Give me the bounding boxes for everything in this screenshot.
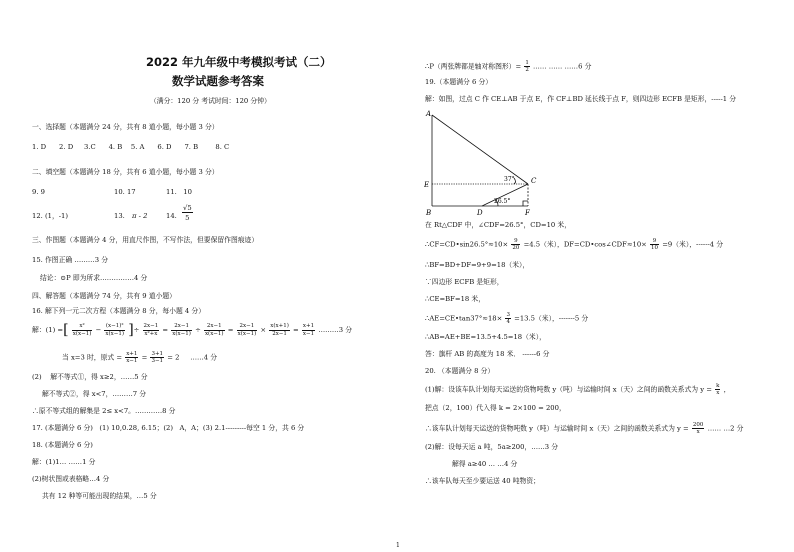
answer-14-label: 14. <box>166 212 177 220</box>
q16-part1-line1: 解：(1) =[ $\frac{\text{x²}}{x(x-1)}$ − $\frac{\text{(x−1)²}}{x(x-1)}$ ]÷ $\frac{2x-1}{\text{x²+x}}$ = $\frac{2x-1}{x(x-1)}$ ÷ $\frac{2x-1}{x(x-1)}$ = $\frac{2x-1}{x(x-1)}$ × $\frac{x(x+1)}{2x-1}$ = $\frac{x+1}{x-1}$ ………3 分 <box>32 322 352 338</box>
q19-line7: ∴AE=CE•tan37°≈18× $\frac{3}{4}$ =13.5（米），-------5 分 <box>425 312 589 326</box>
answer-13-label: 13. <box>114 212 125 220</box>
exam-meta: （满分：120 分 考试时间：120 分钟） <box>150 97 271 105</box>
label-C: C <box>531 177 537 185</box>
label-A: A <box>426 110 432 118</box>
q16-part2-line3: ∴原不等式组的解集是 2≤ x<7。…………8 分 <box>32 407 176 415</box>
q16-part2-line2: 解不等式②，得 x<7，………7 分 <box>42 390 147 398</box>
fraction: $\frac{x(x+1)}{2x-1}$ <box>270 323 289 337</box>
section2-heading: 二、填空题（本题满分 18 分，共有 6 道小题，每小题 3 分） <box>32 168 219 176</box>
section4-heading: 四、解答题（本题满分 74 分，共有 9 道小题） <box>32 292 176 300</box>
q20-line3: ∴该车队计划每天运送的货物吨数 y（吨）与运输时间 x（天）之间的函数关系式为 y = $\frac{200}{x}$ …… …2 分 <box>425 422 744 436</box>
q20-line6: ∴该车队每天至少要运送 40 吨物资； <box>425 477 540 485</box>
answer-14-den: 5 <box>185 213 190 222</box>
fraction: $\frac{2x-1}{x(x-1)}$ <box>237 323 257 337</box>
label-B: B <box>426 209 432 217</box>
page-number: 1 <box>396 542 400 549</box>
answer-11: 11. 10 <box>166 188 192 196</box>
answer-15: 15. 作图正确 ………3 分 <box>32 256 108 264</box>
answer-12: 12. (1，-1) <box>32 212 69 220</box>
q19-line4: ∴BF=BD+DF=9+9=18（米）， <box>425 261 530 269</box>
fraction: $\frac{\text{(x−1)²}}{x(x-1)}$ <box>105 323 125 337</box>
answer-14-fraction <box>182 205 193 222</box>
q20-line5: 解得 a≥40 … …4 分 <box>452 460 518 468</box>
answer-9: 9. 9 <box>32 188 45 196</box>
q18-probability: ∴P（两张牌都是轴对称图形）= $\frac{1}{2}$ …… …… ……6 分 <box>425 60 592 74</box>
fraction: $\frac{9}{10}$ <box>651 238 659 252</box>
q18-part1: 解：(1)1… ……1 分 <box>32 458 96 466</box>
angle-37-label: 37° <box>504 176 515 183</box>
q19-line5: ∵四边形 ECFB 是矩形， <box>425 278 504 286</box>
fraction: $\frac{x+1}{x-1}$ <box>302 323 315 337</box>
q19-line6: ∴CE=BF=18 米， <box>425 295 485 303</box>
right-angle-mark <box>523 201 528 206</box>
line-ac <box>432 115 528 184</box>
q20-line1: (1)解：设该车队计划每天运送的货物吨数 y（吨）与运输时间 x（天）之间的函数关系式为 y = $\frac{k}{x}$ ， <box>425 383 731 397</box>
fraction: $\frac{2x-1}{x(x-1)}$ <box>204 323 224 337</box>
q16-part2-line1: (2) 解不等式①，得 x≥2，……5 分 <box>32 373 148 381</box>
fraction: $\frac{3}{4}$ <box>506 312 510 326</box>
fraction: $\frac{k}{x}$ <box>716 383 720 397</box>
q20-line4: (2)解：设每天运 a 吨，5a≥200，……3 分 <box>425 443 559 451</box>
answer-13-value: π - 2 <box>132 212 148 220</box>
angle-26-label: 26.5° <box>494 198 511 205</box>
q17-answer: 17. (本题满分 6 分) (1) 10,0.28, 6.15；(2) A，A；(3) 2.1---------每空 1 分，共 6 分 <box>32 424 305 432</box>
q19-line3: ∴CF=CD•sin26.5°≈10× $\frac{9}{20}$ =4.5（米），DF=CD•cos∠CDF≈10× $\frac{9}{10}$ =9（米），------4 分 <box>425 238 724 252</box>
q19-answer: 答：旗杆 AB 的高度为 18 米． ------6 分 <box>425 350 550 358</box>
q19-heading: 19.（本题满分 6 分） <box>425 78 493 86</box>
q18-part2: (2)树状图或表格略…4 分 <box>32 475 110 483</box>
exam-title: 2022 年九年级中考模拟考试（二） <box>146 55 332 69</box>
fraction: $\frac{x+1}{x-1}$ <box>126 351 138 365</box>
q18-part2-result: 共有 12 种等可能出现的结果，…5 分 <box>42 492 157 500</box>
q16-lead: 解：(1) <box>32 326 56 334</box>
exam-subtitle: 数学试题参考答案 <box>172 74 264 88</box>
fraction: $\frac{2x-1}{x(x-1)}$ <box>172 323 191 337</box>
q20-heading: 20. （本题满分 8 分） <box>425 367 495 375</box>
fraction: $\frac{9}{20}$ <box>512 238 520 252</box>
fraction: $\frac{200}{x}$ <box>692 422 704 436</box>
q16-part1-score: ………3 分 <box>318 326 352 334</box>
q16-part1-line2: 当 x=3 时，原式 = $\frac{x+1}{x-1}$ = $\frac{3+1}{3-1}$ = 2 ……4 分 <box>62 351 218 365</box>
section1-answers: 1. D 2. D 3.C 4. B 5. A 6. D 7. B 8. C <box>32 143 230 151</box>
q19-line8: ∴AB=AE+BE=13.5+4.5=18（米）， <box>425 333 546 341</box>
answer-15-conclusion: 结论：⊙P 即为所求……………4 分 <box>40 274 148 282</box>
label-D: D <box>477 209 483 217</box>
fraction: $\frac{1}{2}$ <box>525 60 529 74</box>
fraction: $\frac{2x-1}{\text{x²+x}}$ <box>143 323 159 337</box>
fraction: $\frac{3+1}{3-1}$ <box>151 351 164 365</box>
answer-10: 10. 17 <box>114 188 136 196</box>
q18-heading: 18. (本题满分 6 分) <box>32 441 93 449</box>
fraction: $\frac{\text{x²}}{x(x-1)}$ <box>72 323 92 337</box>
section3-heading: 三、作图题（本题满分 4 分，用直尺作图，不写作法，但要保留作图痕迹） <box>32 236 259 244</box>
answer-14-num: √5 <box>183 204 192 212</box>
q19-line2: 在 Rt△CDF 中，∠CDF=26.5°，CD=10 米， <box>425 221 571 229</box>
label-F: F <box>525 209 530 217</box>
q19-line1: 解：如图，过点 C 作 CE⊥AB 于点 E，作 CF⊥BD 延长线于点 F，则四边形 ECFB 是矩形，-----1 分 <box>425 95 737 103</box>
label-E: E <box>424 181 430 189</box>
q20-line2: 把点（2，100）代入得 k = 2×100 = 200， <box>425 404 566 412</box>
section1-heading: 一、选择题（本题满分 24 分，共有 8 道小题，每小题 3 分） <box>32 123 219 131</box>
q16-heading: 16. 解下列一元二次方程（本题满分 8 分，每小题 4 分） <box>32 307 205 315</box>
q19-figure <box>424 107 554 222</box>
